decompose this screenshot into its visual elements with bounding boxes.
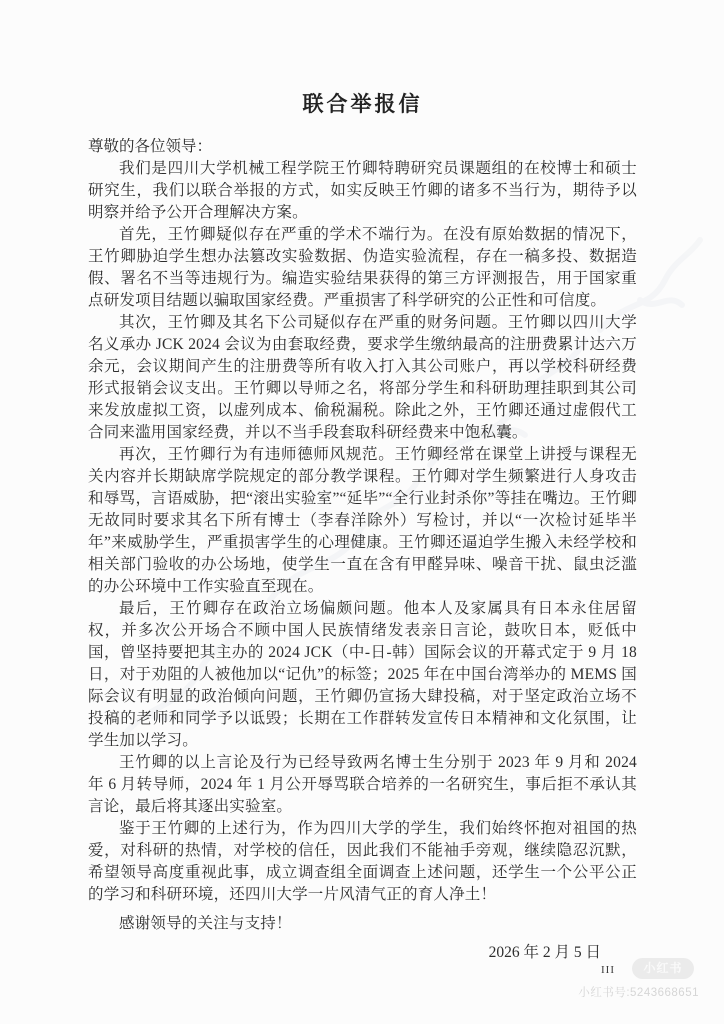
paragraph: 首先，王竹卿疑似存在严重的学术不端行为。在没有原始数据的情况下，王竹卿胁迫学生想办法篡改实验数据、伪造实验流程，存在一稿多投、数据造假、署名不当等违规行为。编造实验结果获得的第三方评测报告，用于国家重点研发项目结题以骗取国家经费。严重损害了科学研究的公正性和可信度。 <box>88 226 637 309</box>
page-number: III <box>601 964 615 976</box>
paragraph: 我们是四川大学机械工程学院王竹卿特聘研究员课题组的在校博士和硕士研究生，我们以联合举报的方式，如实反映王竹卿的诸多不当行为，期待予以明察并给予公开合理解决方案。 <box>88 160 637 221</box>
paragraph: 再次，王竹卿行为有违师德师风规范。王竹卿经常在课堂上讲授与课程无关内容并长期缺席学院规定的部分教学课程。王竹卿对学生频繁进行人身攻击和辱骂，言语威胁，把“滚出实验室”“延毕”“全行业封杀你”等挂在嘴边。王竹卿无故同时要求其名下所有博士（李春洋除外）写检讨，并以“一次检讨延毕半年”来威胁学生，严重损害学生的心理健康。王竹卿还逼迫学生搬入未经学校和相关部门验收的办公场地，使学生一直在含有甲醛异味、噪音干扰、鼠虫泛滥的办公环境中工作实验直至现在。 <box>88 446 637 595</box>
letter-body <box>88 158 637 935</box>
paragraph: 感谢领导的关注与支持！ <box>119 915 292 932</box>
paragraph: 其次，王竹卿及其名下公司疑似存在严重的财务问题。王竹卿以四川大学名义承办 JCK 2024 会议为由套取经费，要求学生缴纳最高的注册费累计达六万余元，会议期间产生的注册费等所有收入打入其公司账户，再以学校科研经费形式报销会议支出。王竹卿以导师之名，将部分学生和科研助理挂职到其公司来发放虚拟工资，以虚列成本、偷税漏税。除此之外，王竹卿还通过虚假代工合同来滥用国家经费，并以不当手段套取科研经费来中饱私囊。 <box>88 314 637 441</box>
xiaohongshu-badge: 小红书 <box>632 958 694 979</box>
xiaohongshu-id: 小红书号:5243668651 <box>578 987 699 999</box>
paragraph: 最后，王竹卿存在政治立场偏颇问题。他本人及家属具有日本永住居留权，并多次公开场合不顾中国人民族情绪发表亲日言论，鼓吹日本，贬低中国，曾坚持要把其主办的 2024 JCK（中-日-韩）国际会议的开幕式定于 9 月 18 日，对于劝阻的人被他加以“记仇”的标签；2025 年在中国台湾举办的 MEMS 国际会议有明显的政治倾向问题，王竹卿仍宣扬大肆投稿，对于坚定政治立场不投稿的老师和同学予以诋毁；长期在工作群转发宣传日本精神和文化氛围，让学生加以学习。 <box>88 600 637 749</box>
salutation: 尊敬的各位领导： <box>88 138 213 155</box>
letter-date: 2026 年 2 月 5 日 <box>488 944 601 961</box>
paragraph: 王竹卿的以上言论及行为已经导致两名博士生分别于 2023 年 9 月和 2024 年 6 月转导师，2024 年 1 月公开辱骂联合培养的一名研究生，事后拒不承认其言论，最后将其逐出实验室。 <box>88 754 637 815</box>
paragraph: 鉴于王竹卿的上述行为，作为四川大学的学生，我们始终怀抱对祖国的热爱，对科研的热情，对学校的信任，因此我们不能袖手旁观，继续隐忍沉默，希望领导高度重视此事，成立调查组全面调查上述问题，还学生一个公平公正的学习和科研环境，还四川大学一片风清气正的育人净土！ <box>88 820 637 903</box>
letter-title: 联合举报信 <box>302 93 423 116</box>
letter-sheet <box>88 88 637 976</box>
